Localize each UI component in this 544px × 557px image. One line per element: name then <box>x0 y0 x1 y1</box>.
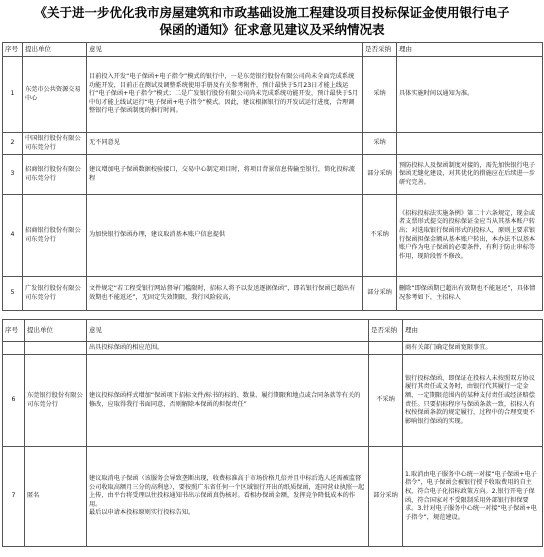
header-reason: 理由 <box>403 320 543 342</box>
title-line-1: 《关于进一步优化我市房屋建筑和市政基础设施工程建设项目投标保证金使用银行电子 <box>34 5 510 20</box>
row-unit: 中国银行股份有限公司东莞分行 <box>23 133 87 155</box>
row-opinion: 为加快银行保函办理，建议取消基本账户信息提供 <box>87 195 363 277</box>
row-reason: 具体实施时间以通知为准。 <box>397 57 543 133</box>
row-adopted: 部分采纳 <box>363 277 397 311</box>
header-no: 序号 <box>3 320 25 342</box>
row-reason: 预防投标人及保函制度对接的，需先加快银行电子保函无缝化建设，对其优化的措施应在后续进一步研究完善。 <box>397 155 543 195</box>
table-row <box>3 355 543 447</box>
row-reason: 删除“即保函期已超出有效期也不能退还”，具体情况参考如下，主招标人 <box>397 277 543 311</box>
header-opinion: 意见 <box>87 43 363 57</box>
row-opinion: 无不同意见 <box>87 133 363 155</box>
title-line-2: 保函的通知》征求意见建议及采纳情况表 <box>159 22 385 37</box>
header-no: 序号 <box>3 43 23 57</box>
row-unit: 招商银行股份有限公司东莞分行 <box>23 195 87 277</box>
row-reason <box>397 133 543 155</box>
header-unit: 提出单位 <box>25 320 87 342</box>
table-row <box>3 447 543 547</box>
table-row <box>3 277 543 311</box>
table-row <box>3 155 543 195</box>
row-no: 1 <box>3 57 23 133</box>
continuation-reason: 商有关部门确定保函宽限事宜。 <box>403 342 543 355</box>
row-unit: 招商银行股份有限公司东莞分行 <box>23 155 87 195</box>
table-header-row <box>3 43 543 57</box>
table-header-row <box>3 320 543 342</box>
row-opinion: 目前投入开发“电子保函+电子指令”模式的银行中，一是东莞银行股份有限公司尚未全面完成系统功能开发，目前正在测试及调整系统使用手册及有关参考附件，预计最快于5月23日才能上线运行“电子保函+电子指令”模式；二是广发银行股份有限公司尚未完成系统功能开发，预计最快于5月中旬才能上线试运行“电子保函+电子指令”模式。因此，建议根据银行的开发试运行进度，合理调整银行电子保函制度的推行时间。 <box>87 57 363 133</box>
row-opinion: 建议增加电子保函数据校验接口，交易中心制定项目时，将项目背景信息传输至银行，简化投标流程 <box>87 155 363 195</box>
table-row <box>3 57 543 133</box>
table-row <box>3 195 543 277</box>
header-adopted: 是否采纳 <box>369 320 403 342</box>
row-unit: 匿名 <box>25 447 87 547</box>
row-reason: 《招标投标法实施条例》第二十六条规定，现金或者支票形式提交的投标保证金应当从其基本账户转出；对选取银行保函形式的投标人，原则上要求银行保函担保金额从基本账户转出，本办法不以基本账户作为电子保函的必要条件，有利于防止串标等作用，现阶段暂不修改。 <box>397 195 543 277</box>
row-unit: 东莞市公共资源交易中心 <box>23 57 87 133</box>
row-unit: 东莞银行股份有限公司东莞分行 <box>25 355 87 447</box>
row-reason: 银行投标保函，即保证在投标人未按照双方协议履行其责任或义务时，由银行代其履行一定金额、一定期限范围内的某种支付责任或经济赔偿责任。只要招标程序与保函条款一致，招标人有权按保函条款的规定履行，过程中的合理变更不影响银行保函的实现。 <box>403 355 543 447</box>
row-adopted: 部分采纳 <box>363 155 397 195</box>
continuation-opinion: 出具投标保函的相应范围。 <box>87 342 369 355</box>
row-no: 7 <box>3 447 25 547</box>
table-row <box>3 133 543 155</box>
row-no: 2 <box>3 133 23 155</box>
row-opinion-extra: 最后以申请本投标原则实行投标告知。 <box>89 509 195 517</box>
row-no: 5 <box>3 277 23 311</box>
header-opinion: 意见 <box>87 320 369 342</box>
row-no: 6 <box>3 355 25 447</box>
row-adopted: 采纳 <box>363 57 397 133</box>
row-adopted: 不采纳 <box>369 355 403 447</box>
opinions-table-2 <box>2 319 543 547</box>
row-adopted: 部分采纳 <box>369 447 403 547</box>
row-opinion-text: 建议取消电子保函（该服务会导致垄断出现，收费标准高于市场价格几倍并且中标后选人还需被监督公司收取高额月三分的高利息），要按照广东省任何一个区域银行开出的纸质保函，连同营业执照一起上传，由平台将受理以往投标通知书出示保函真伪核对。看相办保函金额，发挥竞争降低成本的作用。 <box>89 475 365 508</box>
row-adopted: 不采纳 <box>363 195 397 277</box>
row-opinion: 文件规定“若工程受银行网站督导门槛限时，招标人将予以发送逐据保函”，即若银行保函已超出有效期也不能返还”，无固定失效期限，我行风险较高， <box>87 277 363 311</box>
document-title <box>0 4 544 38</box>
header-adopted: 是否采纳 <box>363 43 397 57</box>
row-reason: 1.取消由电子服务中心统一对接“电子保函+电子指令”，电子保函会被银行授予收取费用的自主权，符合电子化招标政策方向。2.银行开电子保函，符合国家对不受限制采用外部银行担保要求。3.针对电子服务中心统一对接“电子保函+电子指令”，规范建设。 <box>403 447 543 547</box>
row-no: 3 <box>3 155 23 195</box>
header-reason: 理由 <box>397 43 543 57</box>
table-row-continuation <box>3 342 543 355</box>
row-opinion: 建议投标保函样式增加“保函项下招标文件/标书的标的、数量、履行期限和地点或合同条款等有关的修改，应取得我行书面同意，否则解除本保函的担保责任” <box>87 355 369 447</box>
header-unit: 提出单位 <box>23 43 87 57</box>
opinions-table-1 <box>2 42 543 311</box>
row-unit: 广发银行股份有限公司东莞分行 <box>23 277 87 311</box>
row-opinion <box>87 447 369 547</box>
row-no: 4 <box>3 195 23 277</box>
row-adopted: 采纳 <box>363 133 397 155</box>
